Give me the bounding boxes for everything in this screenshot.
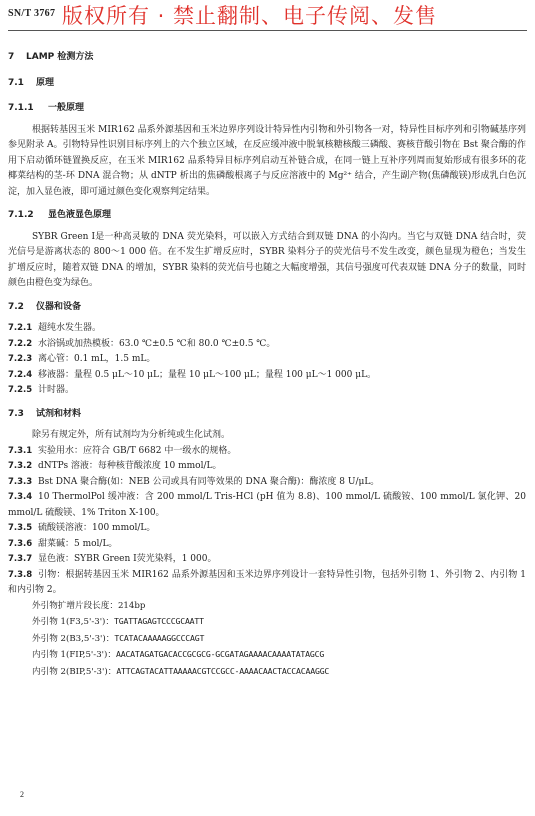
primer-row	[8, 647, 526, 664]
section-title: LAMP 检测方法	[26, 52, 94, 62]
item-number: 7.2.1	[8, 323, 33, 333]
list-item	[8, 459, 526, 475]
item-number: 7.2.5	[8, 385, 33, 395]
item-number: 7.3.6	[8, 538, 33, 549]
section-heading-7-1-1	[8, 101, 526, 117]
section-heading-7-2	[8, 300, 526, 316]
item-number: 7.3.7	[8, 554, 33, 564]
item-text: 超纯水发生器。	[38, 323, 102, 333]
primer-row	[8, 664, 526, 681]
item-number: 7.2.2	[8, 338, 33, 349]
section-title: 显色液显色原理	[48, 210, 112, 220]
paragraph-general-principle: 根据转基因玉米 MIR162 品系外源基因和玉米边界序列设计特异性内引物和外引物各一对，特异性目标序列和引物碱基序列参见附录 A。引物特异性识别目标序列上的六个独立区域，在反应缓冲液中脱氧核糖核酸三磷酸、赛核苷酸引物在 Bst 聚合酶的作用下启动循环链置换反应，在玉米 MIR162 品系特异目标序列启动互补链合成，在同一链上互补序列周而复始形成有很多环的花椰菜结构的茎-环 DNA 混合物；从 dNTP 析出的焦磷酸根离子与反应溶液中的 Mg²⁺ 结合，产生副产物(焦磷酸镁)形成乳白色沉淀，加入显色液，即可通过颜色变化观察判定结果。	[8, 124, 526, 197]
primer-label: 内引物 2(BIP,5'-3')：	[32, 666, 117, 677]
primer-sequence: AACATAGATGACACCGCGCG-GCGATAGAAAACAAAATATAGCG	[115, 649, 325, 659]
item-text: 甜菜碱：5 mol/L。	[38, 538, 118, 549]
item-text: 引物：根据转基因玉米 MIR162 品系外源基因和玉米边界序列设计一套特异性引物，包括外引物 1、外引物 2、内引物 1 和内引物 2。	[8, 569, 526, 595]
list-item	[8, 537, 526, 553]
paragraph-dye-principle: SYBR Green Ⅰ是一种高灵敏的 DNA 荧光染料，可以嵌入方式结合到双链 DNA 的小沟内。当它与双链 DNA 结合时，荧光信号是游离状态的 800～1 000 倍。在不发生扩增反应时，SYBR 染料分子的荧光信号不发生改变，颜色显现为橙色；当发生扩增反应时，随着双链 DNA 的增加，SYBR 染料的荧光信号也随之大幅度增强，其信号强度可代表双链 DNA 分子的数量，同时颜色由橙色变为绿色。	[8, 231, 526, 288]
list-item	[8, 490, 526, 521]
primer-sequence: TGATTAGAGTCCCGCAATT	[114, 616, 204, 626]
paragraph-reagent-intro: 除另有规定外，所有试剂均为分析纯或生化试剂。	[32, 430, 231, 440]
section-number: 7	[8, 52, 15, 62]
primer-sequence: TCATACAAAAAGGCCCAGT	[114, 632, 205, 643]
section-number: 7.2	[8, 301, 24, 312]
item-number: 7.3.2	[8, 461, 33, 471]
section-title: 仪器和设备	[36, 301, 82, 312]
item-number: 7.2.4	[8, 369, 33, 380]
item-number: 7.3.4	[8, 492, 33, 502]
section-number: 7.3	[8, 408, 24, 419]
list-item	[8, 444, 526, 460]
item-text: 10 ThermolPol 缓冲液：含 200 mmol/L Tris-HCl (pH 值为 8.8)、100 mmol/L 硫酸铵、100 mmol/L 氯化钾、20 mmol/L 硫酸镁、1% Triton X-100。	[8, 492, 526, 518]
item-text: 硫酸镁溶液：100 mmol/L。	[38, 523, 156, 533]
standard-code: SN/T 3767	[8, 8, 56, 19]
section-title: 原理	[36, 77, 55, 88]
section-heading-7	[8, 50, 526, 66]
item-number: 7.3.3	[8, 476, 33, 487]
list-item	[8, 521, 526, 537]
section-heading-7-1	[8, 76, 526, 92]
item-text: 实验用水：应符合 GB/T 6682 中一级水的规格。	[38, 445, 237, 456]
list-item	[8, 475, 526, 491]
page-number: 2	[20, 790, 24, 799]
item-text: 离心管：0.1 mL，1.5 mL。	[38, 354, 156, 364]
item-number: 7.3.1	[8, 445, 33, 456]
primer-label: 外引物 2(B3,5'-3')：	[32, 633, 115, 644]
item-text: 计时器。	[38, 385, 75, 395]
header-rule	[8, 30, 527, 31]
primer-row	[8, 631, 526, 648]
primer-sequence: ATTCAGTACATTAAAAACGTCCGCC-AAAACAACTACCACAAGGC	[116, 665, 330, 676]
item-number: 7.3.5	[8, 523, 33, 533]
list-item	[8, 337, 526, 353]
list-item	[8, 368, 526, 384]
section-heading-7-1-2	[8, 208, 526, 224]
item-number: 7.2.3	[8, 354, 33, 364]
list-item	[8, 552, 526, 568]
section-title: 试剂和材料	[36, 408, 82, 419]
item-text: 显色液：SYBR Green Ⅰ荧光染料，1 000。	[38, 554, 217, 564]
item-text: dNTPs 溶液：每种核苷酸浓度 10 mmol/L。	[38, 461, 222, 471]
item-text: Bst DNA 聚合酶(如：NEB 公司或具有同等效果的 DNA 聚合酶)：酶浓度 8 U/μL。	[38, 476, 380, 487]
item-number: 7.3.8	[8, 569, 33, 580]
item-text: 移液器：量程 0.5 μL～10 μL；量程 10 μL～100 μL；量程 100 μL～1 000 μL。	[38, 369, 377, 380]
list-item	[8, 383, 526, 399]
list-item	[8, 321, 526, 337]
primer-label: 内引物 1(FIP,5'-3')：	[32, 650, 116, 660]
amplicon-length: 外引物扩增片段长度：214bp	[32, 600, 146, 611]
copyright-watermark: 版权所有 · 禁止翻制、电子传阅、发售	[62, 4, 438, 28]
list-item	[8, 352, 526, 368]
section-number: 7.1	[8, 77, 24, 88]
section-number: 7.1.2	[8, 210, 34, 220]
primer-label: 外引物 1(F3,5'-3')：	[32, 617, 115, 627]
list-item	[8, 568, 526, 599]
section-title: 一般原理	[48, 103, 85, 113]
document-body	[8, 50, 526, 680]
section-heading-7-3	[8, 407, 526, 423]
item-text: 水浴锅或加热模板：63.0 ℃±0.5 ℃和 80.0 ℃±0.5 ℃。	[38, 338, 276, 349]
primer-row	[8, 614, 526, 631]
section-number: 7.1.1	[8, 103, 34, 113]
